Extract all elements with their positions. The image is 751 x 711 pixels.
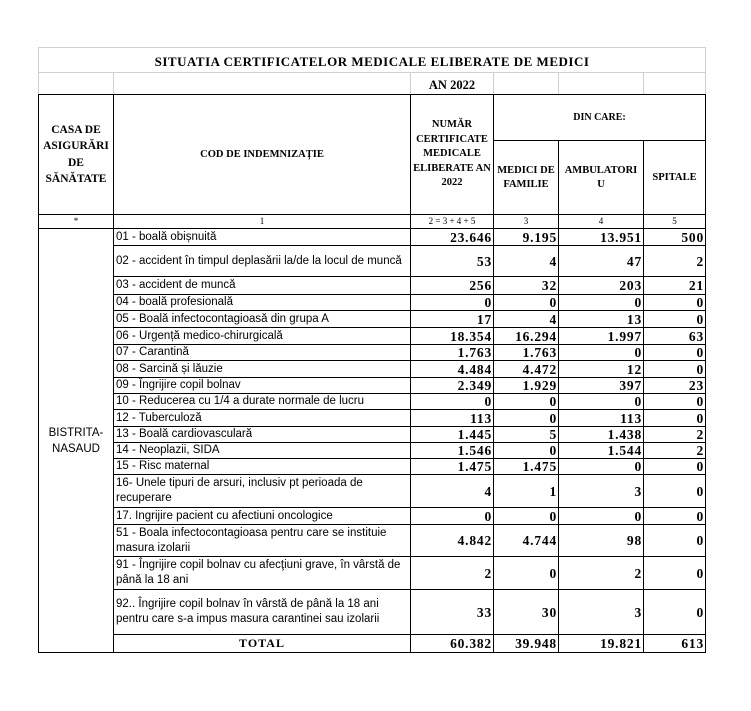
- indemnity-code-cell: 91 - Îngrijire copil bolnav cu afecţiuni grave, în vârstă de până la 18 ani: [114, 557, 411, 590]
- hospital-cell: 0: [644, 475, 706, 508]
- header-line: MEDICALE: [423, 148, 481, 160]
- hospital-cell: 0: [644, 394, 706, 410]
- header-line: FAMILIE: [503, 178, 549, 190]
- title-row: [39, 48, 706, 73]
- hospital-cell: 0: [644, 410, 706, 427]
- indemnity-code-cell: 15 - Risc maternal: [114, 459, 411, 475]
- table-row: [39, 361, 706, 378]
- table-row: [39, 229, 706, 246]
- family-doctor-cell: 5: [494, 427, 559, 443]
- family-doctor-cell: 0: [494, 508, 559, 525]
- family-doctor-cell: 4: [494, 246, 559, 277]
- outpatient-cell: 203: [559, 277, 644, 295]
- hospital-cell: 0: [644, 590, 706, 635]
- indemnity-code-cell: 04 - boală profesională: [114, 295, 411, 311]
- total-certificates-cell: 4.842: [411, 525, 494, 557]
- outpatient-cell: 0: [559, 394, 644, 410]
- total-certificates-cell: 0: [411, 508, 494, 525]
- family-doctor-cell: 4.744: [494, 525, 559, 557]
- total-certificates-cell: 1.763: [411, 345, 494, 361]
- header-line: 2022: [441, 177, 463, 189]
- family-doctor-cell: 0: [494, 557, 559, 590]
- empty-cell: [114, 73, 411, 95]
- family-doctor-cell: 4.472: [494, 361, 559, 378]
- table-row: [39, 311, 706, 328]
- header-line: CERTIFICATE: [416, 133, 488, 145]
- table-row: [39, 277, 706, 295]
- outpatient-cell: 1.438: [559, 427, 644, 443]
- total-certificates-cell: 113: [411, 410, 494, 427]
- table-row: [39, 557, 706, 590]
- empty-cell: [559, 73, 644, 95]
- outpatient-cell: 3: [559, 475, 644, 508]
- indemnity-code-cell: 01 - boală obișnuită: [114, 229, 411, 246]
- family-doctor-cell: 0: [494, 410, 559, 427]
- header-numar-certificate: [411, 95, 494, 215]
- indemnity-code-cell: 51 - Boala infectocontagioasa pentru care se instituie masura izolarii: [114, 525, 411, 557]
- table-row: [39, 246, 706, 277]
- hospital-cell: 63: [644, 328, 706, 345]
- total-certificates-cell: 1.546: [411, 443, 494, 459]
- table-body: [39, 229, 706, 653]
- family-doctor-cell: 30: [494, 590, 559, 635]
- header-line: DE: [68, 156, 84, 169]
- family-doctor-cell: 32: [494, 277, 559, 295]
- indemnity-code-cell: 10 - Reducerea cu 1/4 a durate normale de lucru: [114, 394, 411, 410]
- hospital-cell: 0: [644, 459, 706, 475]
- table-row: [39, 295, 706, 311]
- column-index: 2 = 3 + 4 + 5: [411, 215, 494, 229]
- family-doctor-cell: 16.294: [494, 328, 559, 345]
- total-certificates-cell: 0: [411, 295, 494, 311]
- table-row: [39, 443, 706, 459]
- table-row: [39, 525, 706, 557]
- family-doctor-cell: 0: [494, 394, 559, 410]
- family-doctor-cell: 1.763: [494, 345, 559, 361]
- header-line: U: [597, 178, 605, 190]
- hospital-cell: 2: [644, 246, 706, 277]
- outpatient-cell: 0: [559, 459, 644, 475]
- indemnity-code-cell: 16- Unele tipuri de arsuri, inclusiv pt perioada de recuperare: [114, 475, 411, 508]
- header-spitale: SPITALE: [644, 141, 706, 215]
- empty-cell: [644, 73, 706, 95]
- county-cell: [39, 229, 114, 653]
- table-row: [39, 378, 706, 394]
- outpatient-cell: 47: [559, 246, 644, 277]
- family-doctor-cell: 9.195: [494, 229, 559, 246]
- header-line: SĂNĂTATE: [45, 173, 107, 185]
- outpatient-cell: 0: [559, 345, 644, 361]
- column-index: 1: [114, 215, 411, 229]
- column-index: 5: [644, 215, 706, 229]
- indemnity-code-cell: 03 - accident de muncă: [114, 277, 411, 295]
- year-row: [39, 73, 706, 95]
- total-certificates-cell: 53: [411, 246, 494, 277]
- table-row: [39, 508, 706, 525]
- header-cod-indemnizatie: COD DE INDEMNIZAȚIE: [114, 95, 411, 215]
- indemnity-code-cell: 09 - Îngrijire copil bolnav: [114, 378, 411, 394]
- outpatient-cell: 13: [559, 311, 644, 328]
- total-certificates-cell: 256: [411, 277, 494, 295]
- header-line: AMBULATORI: [564, 164, 638, 176]
- family-doctor-cell: 0: [494, 443, 559, 459]
- indemnity-code-cell: 02 - accident în timpul deplasării la/de la locul de muncă: [114, 246, 411, 277]
- column-index: 3: [494, 215, 559, 229]
- hospital-cell: 0: [644, 295, 706, 311]
- table-title: SITUATIA CERTIFICATELOR MEDICALE ELIBERATE DE MEDICI: [39, 48, 706, 73]
- hospital-cell: 0: [644, 557, 706, 590]
- total-label: TOTAL: [114, 635, 411, 653]
- total-certificates-cell: 0: [411, 394, 494, 410]
- indemnity-code-cell: 14 - Neoplazii, SIDA: [114, 443, 411, 459]
- hospital-cell: 0: [644, 525, 706, 557]
- outpatient-cell: 0: [559, 295, 644, 311]
- indemnity-code-cell: 12 - Tuberculoză: [114, 410, 411, 427]
- total-certificates-cell: 23.646: [411, 229, 494, 246]
- column-index: *: [39, 215, 114, 229]
- table-row: [39, 590, 706, 635]
- total-certificates-cell: 17: [411, 311, 494, 328]
- table-row: [39, 345, 706, 361]
- outpatient-cell: 13.951: [559, 229, 644, 246]
- hospital-cell: 23: [644, 378, 706, 394]
- empty-cell: [39, 73, 114, 95]
- header-row: [39, 95, 706, 141]
- outpatient-cell: 2: [559, 557, 644, 590]
- total-certificates-cell: 18.354: [411, 328, 494, 345]
- family-doctor-cell: 4: [494, 311, 559, 328]
- table-row: [39, 394, 706, 410]
- medical-certificates-table: [38, 47, 706, 653]
- outpatient-cell: 397: [559, 378, 644, 394]
- outpatient-cell: 113: [559, 410, 644, 427]
- outpatient-cell: 3: [559, 590, 644, 635]
- indemnity-code-cell: 07 - Carantină: [114, 345, 411, 361]
- outpatient-cell: 0: [559, 508, 644, 525]
- total-certificates-cell: 4.484: [411, 361, 494, 378]
- county-name-line: BISTRITA-: [48, 426, 104, 439]
- header-line: MEDICI DE: [497, 164, 555, 176]
- outpatient-cell: 1.544: [559, 443, 644, 459]
- indemnity-code-cell: 06 - Urgență medico-chirurgicală: [114, 328, 411, 345]
- indemnity-code-cell: 08 - Sarcină și lăuzie: [114, 361, 411, 378]
- hospital-cell: 0: [644, 361, 706, 378]
- indemnity-code-cell: 05 - Boală infectocontagioasă din grupa A: [114, 311, 411, 328]
- header-line: ASIGURĂRI: [43, 140, 109, 152]
- indemnity-code-cell: 92.. Îngrijire copil bolnav în vârstă de până la 18 ani pentru care s-a impus masura carantinei sau izolarii: [114, 590, 411, 635]
- column-index-row: [39, 215, 706, 229]
- hospital-cell: 0: [644, 345, 706, 361]
- header-casa-de-asigurari: [39, 95, 114, 215]
- hospital-sum: 613: [644, 635, 706, 653]
- total-certificates-sum: 60.382: [411, 635, 494, 653]
- total-certificates-cell: 4: [411, 475, 494, 508]
- total-row: [39, 635, 706, 653]
- total-certificates-cell: 1.445: [411, 427, 494, 443]
- table-row: [39, 410, 706, 427]
- total-certificates-cell: 1.475: [411, 459, 494, 475]
- indemnity-code-cell: 13 - Boală cardiovasculară: [114, 427, 411, 443]
- total-certificates-cell: 2: [411, 557, 494, 590]
- table-row: [39, 328, 706, 345]
- hospital-cell: 500: [644, 229, 706, 246]
- family-doctor-cell: 1.475: [494, 459, 559, 475]
- hospital-cell: 0: [644, 508, 706, 525]
- family-doctor-cell: 1: [494, 475, 559, 508]
- column-index: 4: [559, 215, 644, 229]
- hospital-cell: 0: [644, 311, 706, 328]
- family-doctor-cell: 1.929: [494, 378, 559, 394]
- total-certificates-cell: 2.349: [411, 378, 494, 394]
- header-din-care: DIN CARE:: [494, 95, 706, 141]
- hospital-cell: 2: [644, 443, 706, 459]
- family-doctor-cell: 0: [494, 295, 559, 311]
- indemnity-code-cell: 17. Ingrijire pacient cu afectiuni oncologice: [114, 508, 411, 525]
- family-doctor-sum: 39.948: [494, 635, 559, 653]
- table-row: [39, 459, 706, 475]
- header-line: CASA DE: [51, 123, 101, 136]
- hospital-cell: 21: [644, 277, 706, 295]
- table-row: [39, 427, 706, 443]
- outpatient-cell: 12: [559, 361, 644, 378]
- header-medici-de-familie: [494, 141, 559, 215]
- outpatient-sum: 19.821: [559, 635, 644, 653]
- empty-cell: [494, 73, 559, 95]
- header-ambulatoriu: [559, 141, 644, 215]
- hospital-cell: 2: [644, 427, 706, 443]
- total-certificates-cell: 33: [411, 590, 494, 635]
- outpatient-cell: 98: [559, 525, 644, 557]
- year-label: AN 2022: [411, 73, 494, 95]
- header-line: NUMĂR: [431, 119, 473, 131]
- county-name-line: NASAUD: [52, 442, 100, 455]
- header-line: ELIBERATE AN: [413, 162, 491, 174]
- outpatient-cell: 1.997: [559, 328, 644, 345]
- table-row: [39, 475, 706, 508]
